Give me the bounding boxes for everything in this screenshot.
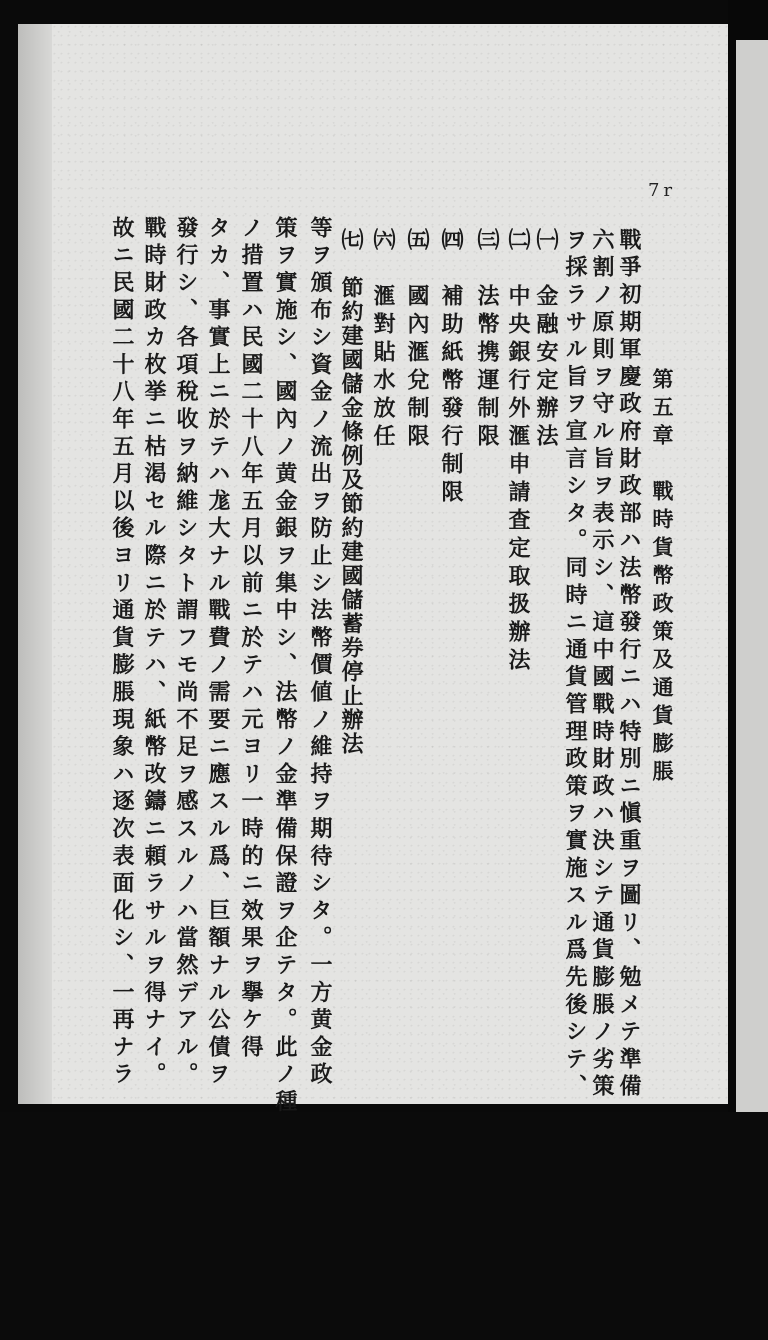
paragraph-2-line-1: 等ヲ頒布シ資金ノ流出ヲ防止シ法幣價値ノ維持ヲ期待シタ。一方黄金政 <box>307 216 333 1090</box>
paragraph-2-line-4: タカ、事實上ニ於テハ尨大ナル戰費ノ需要ニ應スル爲、巨額ナル公債ヲ <box>205 216 231 1090</box>
list-item-1: ㈠ 金融安定辦法 <box>533 228 559 452</box>
list-item-3: ㈢ 法幣携運制限 <box>474 228 500 452</box>
paragraph-2-line-2: 策ヲ實施シ、國內ノ黄金銀ヲ集中シ、法幣ノ金準備保證ヲ企テタ。此ノ種 <box>272 216 298 1117</box>
list-item-2: ㈡ 中央銀行外滙申請査定取扱辦法 <box>505 228 531 676</box>
list-item-4: ㈣ 補助紙幣發行制限 <box>438 228 464 508</box>
page-gutter-shadow <box>18 24 52 1104</box>
chapter-heading: 第五章 戰時貨幣政策及通貨膨脹 <box>650 368 675 788</box>
paragraph-2-line-3: ノ措置ハ民國二十八年五月以前ニ於テハ元ヨリ一時的ニ效果ヲ擧ケ得 <box>238 216 264 1063</box>
paragraph-2-line-5: 發行シ、各項稅收ヲ納維シタト謂フモ尚不足ヲ感スルノハ當然デアル。 <box>173 216 199 1090</box>
list-item-6: ㈥ 滙對貼水放任 <box>370 228 396 452</box>
paragraph-1-line-1: 戰爭初期軍慶政府財政部ハ法幣發行ニハ特別ニ愼重ヲ圖リ、勉メテ準備 <box>616 228 642 1102</box>
list-item-5: ㈤ 國內滙兌制限 <box>404 228 430 452</box>
paragraph-1-line-3: ヲ採ラサル旨ヲ宣言シタ。同時ニ通貨管理政策ヲ實施スル爲先後シテ、 <box>562 228 588 1102</box>
paragraph-1-line-2: 六割ノ原則ヲ守ル旨ヲ表示シ、這中國戰時財政ハ決シテ通貨膨脹ノ劣策 <box>589 228 615 1102</box>
list-item-7: ㈦ 節約建國儲金條例及節約建國儲蓄券停止辦法 <box>338 228 364 756</box>
paragraph-2-line-7: 故ニ民國二十八年五月以後ヨリ通貨膨脹現象ハ逐次表面化シ、一再ナラ <box>109 216 135 1090</box>
page-number: 7r <box>648 180 677 201</box>
adjacent-page-sliver <box>736 40 768 1112</box>
paragraph-2-line-6: 戰時財政カ枚挙ニ枯渇セル際ニ於テハ、紙幣改鑄ニ頼ラサルヲ得ナイ。 <box>141 216 167 1090</box>
